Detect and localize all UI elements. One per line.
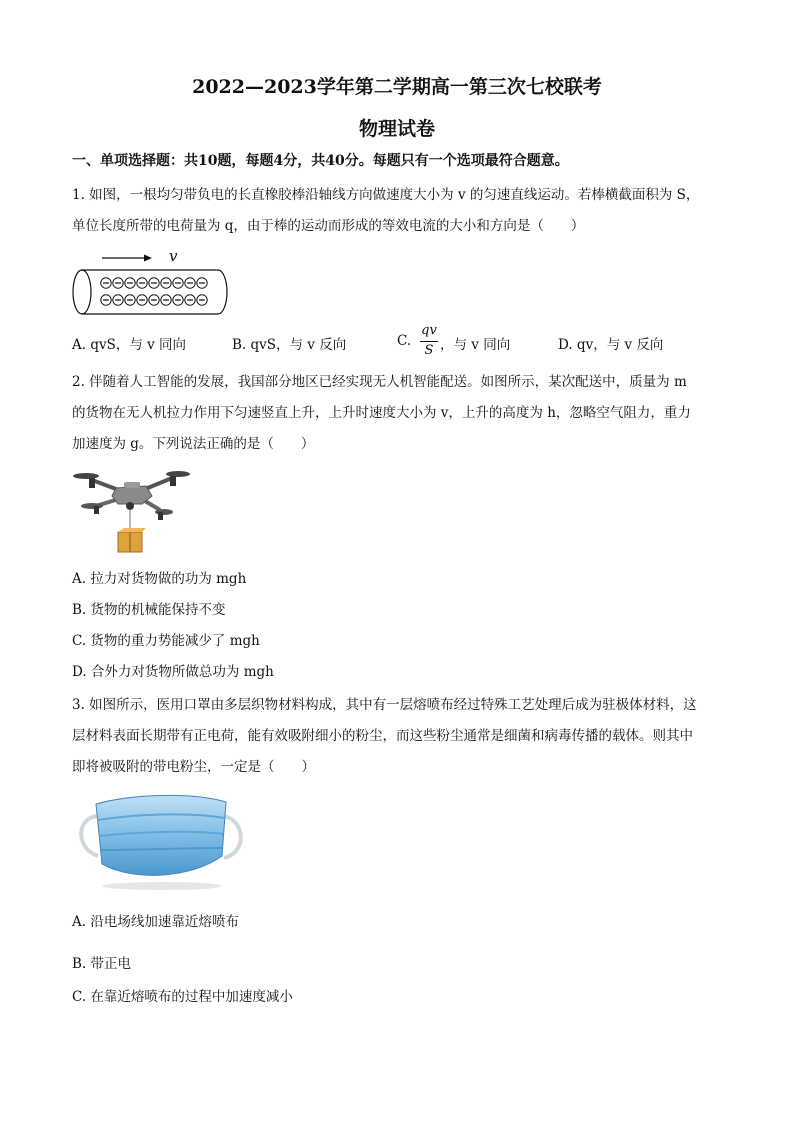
medical-mask-figure [72, 786, 252, 896]
q3-option-c: C. 在靠近熔喷布的过程中加速度减小 [72, 989, 293, 1005]
q3-stem-line2: 层材料表面长期带有正电荷，能有效吸附细小的粉尘，而这些粉尘通常是细菌和病毒传播的载体。则其中 [72, 728, 693, 744]
charged-rod-figure [68, 246, 238, 316]
section-heading: 一、单项选择题：共10题，每题4分，共40分。每题只有一个选项最符合题意。 [72, 153, 569, 169]
q2-stem-line2: 的货物在无人机拉力作用下匀速竖直上升，上升时速度大小为 v，上升的高度为 h，忽略空气阻力，重力 [72, 405, 691, 421]
negative-charges [101, 278, 207, 305]
q2-option-a: A. 拉力对货物做的功为 mgh [72, 571, 247, 587]
page-subtitle: 物理试卷 [358, 118, 435, 140]
q2-stem-line3: 加速度为 g。下列说法正确的是（ ） [72, 436, 315, 452]
q1-stem-line2: 单位长度所带的电荷量为 q，由于棒的运动而形成的等效电流的大小和方向是（ ） [72, 218, 585, 234]
q1-option-b: B. qvS，与 v 反向 [232, 337, 347, 353]
fraction-bar [420, 341, 438, 342]
page-title: 2022—2023学年第二学期高一第三次七校联考 [192, 76, 602, 98]
drone-figure [72, 462, 190, 558]
q3-option-b: B. 带正电 [72, 956, 132, 972]
velocity-label: v [169, 247, 178, 265]
q1-option-c-denominator: S [424, 343, 434, 358]
q1-option-d: D. qv，与 v 反向 [558, 337, 664, 353]
q1-option-a: A. qvS，与 v 同向 [72, 337, 187, 353]
q3-option-a: A. 沿电场线加速靠近熔喷布 [72, 914, 239, 930]
q1-stem-line1: 1. 如图，一根均匀带负电的长直橡胶棒沿轴线方向做速度大小为 v 的匀速直线运动。若棒横截面积为 S， [72, 187, 700, 203]
q2-option-b: B. 货物的机械能保持不变 [72, 602, 226, 618]
q1-option-c-suffix: ，与 v 同向 [440, 337, 511, 353]
q1-option-c-prefix: C. [397, 333, 412, 349]
q3-stem-line3: 即将被吸附的带电粉尘，一定是（ ） [72, 759, 315, 775]
q2-option-c: C. 货物的重力势能减少了 mgh [72, 633, 260, 649]
q2-option-d: D. 合外力对货物所做总功为 mgh [72, 664, 274, 680]
q3-stem-line1: 3. 如图所示，医用口罩由多层织物材料构成，其中有一层熔喷布经过特殊工艺处理后成为驻极体材料，这 [72, 697, 697, 713]
q2-stem-line1: 2. 伴随着人工智能的发展，我国部分地区已经实现无人机智能配送。如图所示，某次配送中，质量为 m [72, 374, 687, 390]
q1-option-c-numerator: qv [421, 323, 437, 338]
